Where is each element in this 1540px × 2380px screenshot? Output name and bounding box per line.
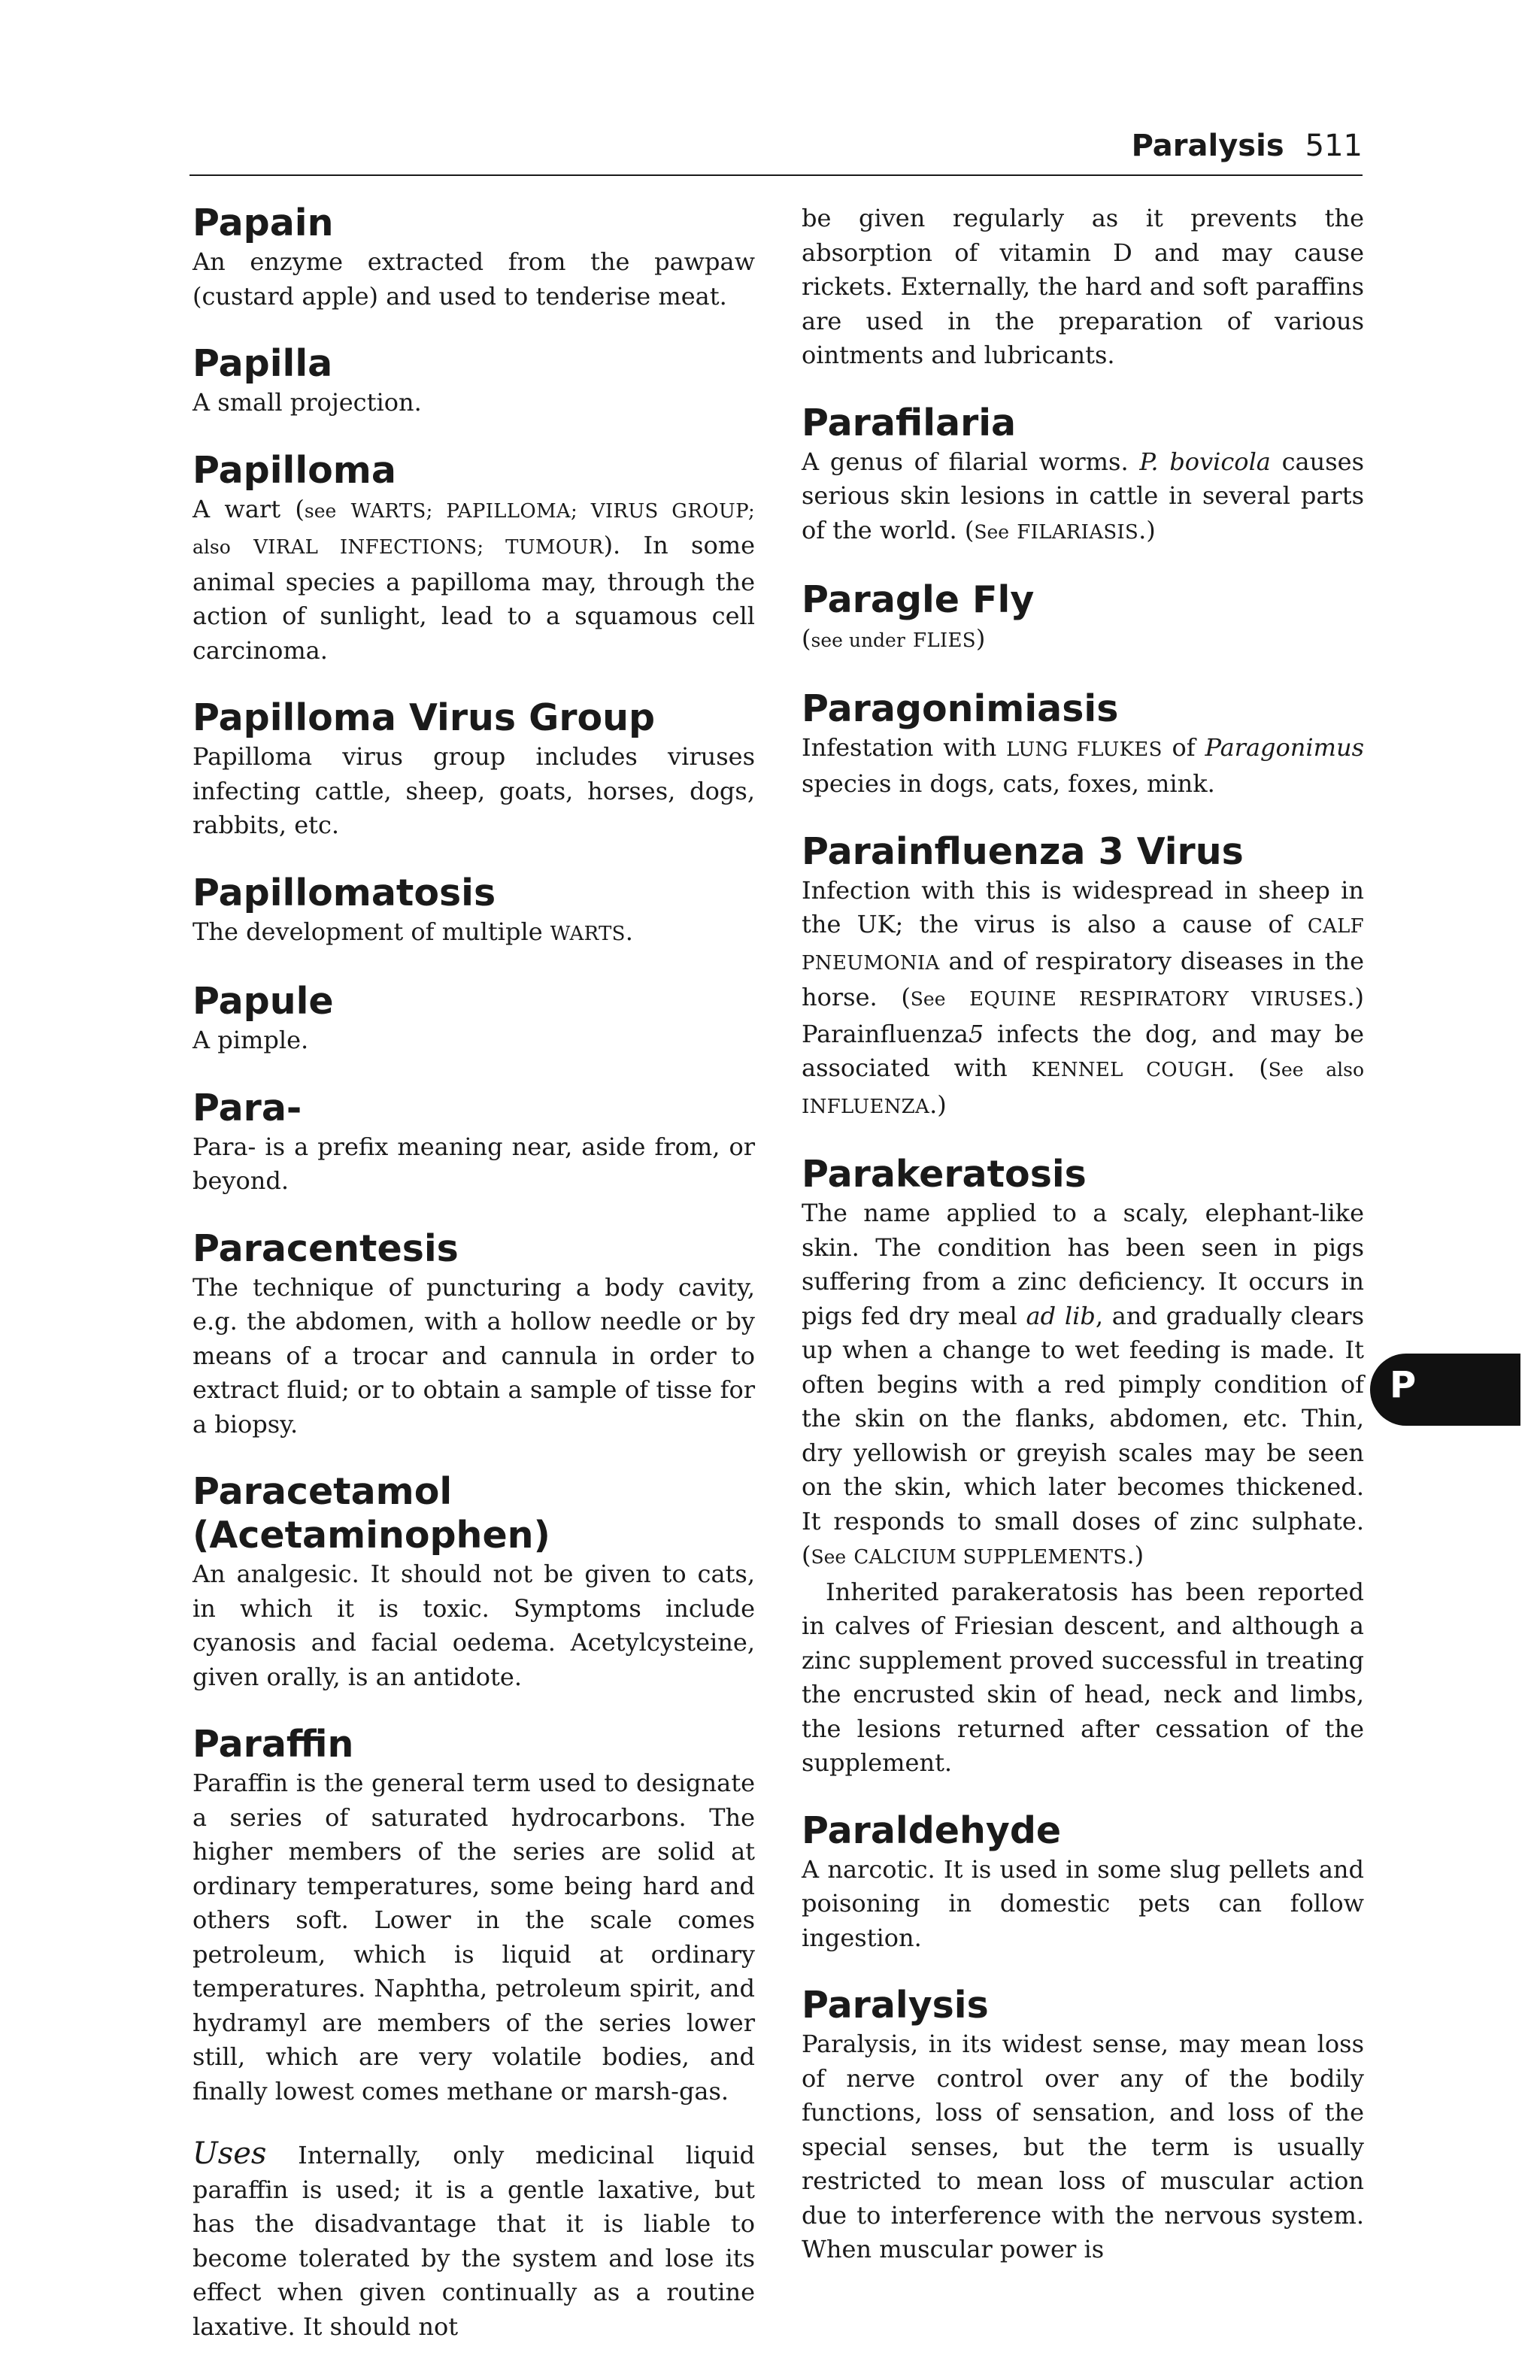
entry-text bbox=[802, 1196, 1364, 1575]
entry-title: Paracentesis bbox=[192, 1226, 459, 1270]
entry-papillomatosis bbox=[192, 872, 755, 952]
see-label: see under bbox=[811, 629, 905, 651]
entry-para bbox=[192, 1087, 755, 1199]
cross-reference: INFLUENZA bbox=[802, 1095, 930, 1118]
text-run: The name applied to a scaly, elephant-like skin. The condition has been seen in pigs suffering from a zinc deficiency. It occurs in pigs fed dry meal bbox=[802, 1199, 1364, 1330]
entry-title: Para- bbox=[192, 1086, 302, 1129]
entry-text bbox=[802, 874, 1364, 1125]
entry-paracetamol bbox=[192, 1470, 755, 1694]
entry-papule bbox=[192, 980, 755, 1058]
entry-title: Papule bbox=[192, 980, 334, 1023]
see-label: See bbox=[910, 988, 946, 1010]
page-number: 511 bbox=[1305, 129, 1363, 163]
entry-text bbox=[192, 915, 755, 952]
section-thumb-tab bbox=[1370, 1354, 1520, 1426]
entry-paraffin bbox=[192, 1723, 755, 2344]
entry-papilloma bbox=[192, 449, 755, 669]
text-run: A genus of filarial worms. bbox=[802, 447, 1140, 476]
text-run: Infection with this is widespread in sheep in the UK; the virus is also a cause of bbox=[802, 875, 1364, 938]
running-head bbox=[189, 126, 1363, 176]
cross-reference: WARTS; PAPILLOMA; VIRUS GROUP; bbox=[350, 499, 756, 523]
entry-text bbox=[192, 493, 755, 669]
cross-reference: EQUINE RESPIRATORY VIRUSES bbox=[969, 988, 1348, 1011]
text-run: A wart ( bbox=[192, 494, 305, 523]
thumb-tab-letter: P bbox=[1390, 1364, 1417, 1406]
text-run: species in dogs, cats, foxes, mink. bbox=[802, 769, 1215, 798]
entry-title: Paracetamol (Acetaminophen) bbox=[192, 1470, 550, 1557]
text-run: . bbox=[625, 917, 633, 946]
entry-text bbox=[802, 445, 1364, 550]
entry-title: Paraldehyde bbox=[802, 1808, 1062, 1852]
cross-reference: FLIES bbox=[912, 629, 976, 652]
entry-text: A pimple. bbox=[192, 1026, 309, 1054]
entry-title: Papilloma Virus Group bbox=[192, 696, 656, 739]
entry-text: Paralysis, in its widest sense, may mean loss of nerve control over any of the bodily functions, loss of sensation, and loss of the special senses, but the term is usually restricted to mean loss of muscular action due to interference with the nervous system. When muscular power is bbox=[802, 2030, 1364, 2263]
text-run: ) bbox=[975, 624, 986, 653]
entry-paragle-fly bbox=[802, 578, 1364, 659]
entry-paragonimiasis bbox=[802, 687, 1364, 802]
cross-reference: FILARIASIS bbox=[1017, 520, 1139, 544]
entry-text: Paraffin is the general term used to designate a series of saturated hydrocarbons. The higher members of the series are solid at ordinary temperatures, some being hard and others soft. Lower in the scale comes petroleum, which is liquid at ordinary temperatures. Naphtha, petroleum spirit, and hydramyl are members of the series lower still, which are very volatile bodies, and finally lowest comes methane or marsh-gas. bbox=[192, 1769, 755, 2106]
entry-text-uses bbox=[192, 2137, 755, 2344]
entry-title: Paralysis bbox=[802, 1984, 989, 2027]
entry-title: Papilla bbox=[192, 342, 333, 385]
see-label: see bbox=[304, 499, 337, 522]
running-head-title: Paralysis bbox=[1131, 129, 1284, 163]
cross-reference: CALCIUM SUPPLEMENTS bbox=[853, 1546, 1127, 1569]
entry-title: Paragle Fly bbox=[802, 578, 1035, 621]
entry-title: Papain bbox=[192, 202, 334, 244]
entry-parafilaria bbox=[802, 402, 1364, 550]
entry-title: Paragonimiasis bbox=[802, 687, 1119, 730]
entry-text: An enzyme extracted from the pawpaw (custard apple) and used to tenderise meat. bbox=[192, 247, 755, 311]
entry-papilloma-virus-group bbox=[192, 696, 755, 843]
text-run: infects the dog, and may be associated with bbox=[802, 1019, 1364, 1082]
text-run: Internally, only medicinal liquid paraffin is used; it is a gentle laxative, but has the disadvantage that it is liable to become tolerated by the system and lose its effect when given continually as a routine laxative. It should not bbox=[192, 2141, 755, 2341]
cross-reference: KENNEL COUGH bbox=[1031, 1059, 1228, 1081]
see-label: See bbox=[811, 1546, 847, 1568]
entry-paralysis bbox=[802, 1984, 1364, 2267]
entry-text-paragraph-2: Inherited parakeratosis has been reported in calves of Friesian descent, and although a zinc supplement proved successful in treating the encrusted skin of head, neck and limbs, the lesions returned after cessation of the supplement. bbox=[802, 1577, 1364, 1777]
text-run: causes serious skin lesions in cattle in several parts of the world. ( bbox=[802, 447, 1365, 544]
entry-title: Parakeratosis bbox=[802, 1153, 1087, 1196]
text-run: ). In some animal species a papilloma may, through the action of sunlight, lead to a squamous cell carcinoma. bbox=[192, 531, 756, 665]
text-run: of bbox=[1162, 732, 1205, 762]
entry-paracentesis bbox=[192, 1227, 755, 1442]
text-run: . ( bbox=[1227, 1054, 1269, 1082]
text-run: .) bbox=[929, 1090, 947, 1119]
text-run: Infestation with bbox=[802, 732, 1007, 762]
spacer bbox=[192, 2109, 755, 2137]
text-run: The development of multiple bbox=[192, 917, 550, 946]
entry-text: An analgesic. It should not be given to cats, in which it is toxic. Symptoms include cyanosis and facial oedema. Acetylcysteine, given orally, is an antidote. bbox=[192, 1560, 755, 1691]
cross-reference: WARTS bbox=[550, 922, 626, 945]
cross-reference: CALF PNEUMONIA bbox=[802, 915, 1364, 975]
entry-title: Parafilaria bbox=[802, 401, 1017, 444]
right-column bbox=[802, 202, 1364, 2296]
entry-title: Papillomatosis bbox=[192, 871, 496, 914]
entry-paraldehyde bbox=[802, 1809, 1364, 1956]
entry-papilla bbox=[192, 342, 755, 420]
entry-parainfluenza-3-virus bbox=[802, 830, 1364, 1125]
cross-reference: VIRAL INFECTIONS; TUMOUR bbox=[253, 536, 604, 559]
entry-title: Parainfluenza 3 Virus bbox=[802, 829, 1244, 873]
text-run: and of respiratory diseases in the horse. ( bbox=[802, 946, 1364, 1011]
entry-text: Para- is a prefix meaning near, aside from, or beyond. bbox=[192, 1132, 755, 1195]
entry-text: Papilloma virus group includes viruses infecting cattle, sheep, goats, horses, dogs, rabbits, etc. bbox=[192, 742, 755, 839]
text-run: 5 bbox=[968, 1019, 984, 1048]
see-label: See bbox=[974, 520, 1010, 543]
text-run: .) bbox=[1126, 1541, 1144, 1569]
uses-subheading: Uses bbox=[192, 2136, 267, 2171]
entry-text: The technique of puncturing a body cavity, e.g. the abdomen, with a hollow needle or by means of a trocar and cannula in order to extract fluid; or to obtain a sample of tisse for a biopsy. bbox=[192, 1272, 755, 1439]
entry-text bbox=[802, 622, 1364, 659]
text-run: .) bbox=[1138, 515, 1156, 544]
genus-name: Paragonimus bbox=[1205, 732, 1365, 762]
see-label: See also bbox=[1268, 1059, 1365, 1081]
entry-text: A narcotic. It is used in some slug pellets and poisoning in domestic pets can follow ingestion. bbox=[802, 1854, 1364, 1952]
left-column bbox=[192, 202, 755, 2372]
species-name: P. bovicola bbox=[1139, 447, 1271, 476]
entry-parakeratosis bbox=[802, 1153, 1364, 1781]
entry-title: Papilloma bbox=[192, 448, 396, 492]
text-run: , and gradually clears up when a change to wet feeding is made. It often begins with a red pimply condition of the skin on the flanks, abdomen, etc. Thin, dry yellowish or greyish scales may be seen on the skin, which later becomes thickened. It responds to small doses of zinc sulphate. ( bbox=[802, 1301, 1365, 1569]
entry-paraffin-continued bbox=[802, 202, 1364, 373]
entry-title: Paraffin bbox=[192, 1723, 354, 1766]
entry-papain bbox=[192, 202, 755, 314]
see-label: also bbox=[192, 536, 231, 558]
entry-text: A small projection. bbox=[192, 388, 422, 417]
latin-phrase: ad lib bbox=[1026, 1301, 1096, 1330]
entry-text bbox=[802, 731, 1364, 802]
text-run: .) Parainfluenza bbox=[802, 983, 1364, 1048]
entry-text: be given regularly as it prevents the absorption of vitamin D and may cause rickets. Externally, the hard and soft paraffins are used in the preparation of various ointments and lubricants. bbox=[802, 204, 1364, 369]
cross-reference: LUNG FLUKES bbox=[1006, 738, 1163, 761]
text-run: ( bbox=[802, 624, 811, 653]
